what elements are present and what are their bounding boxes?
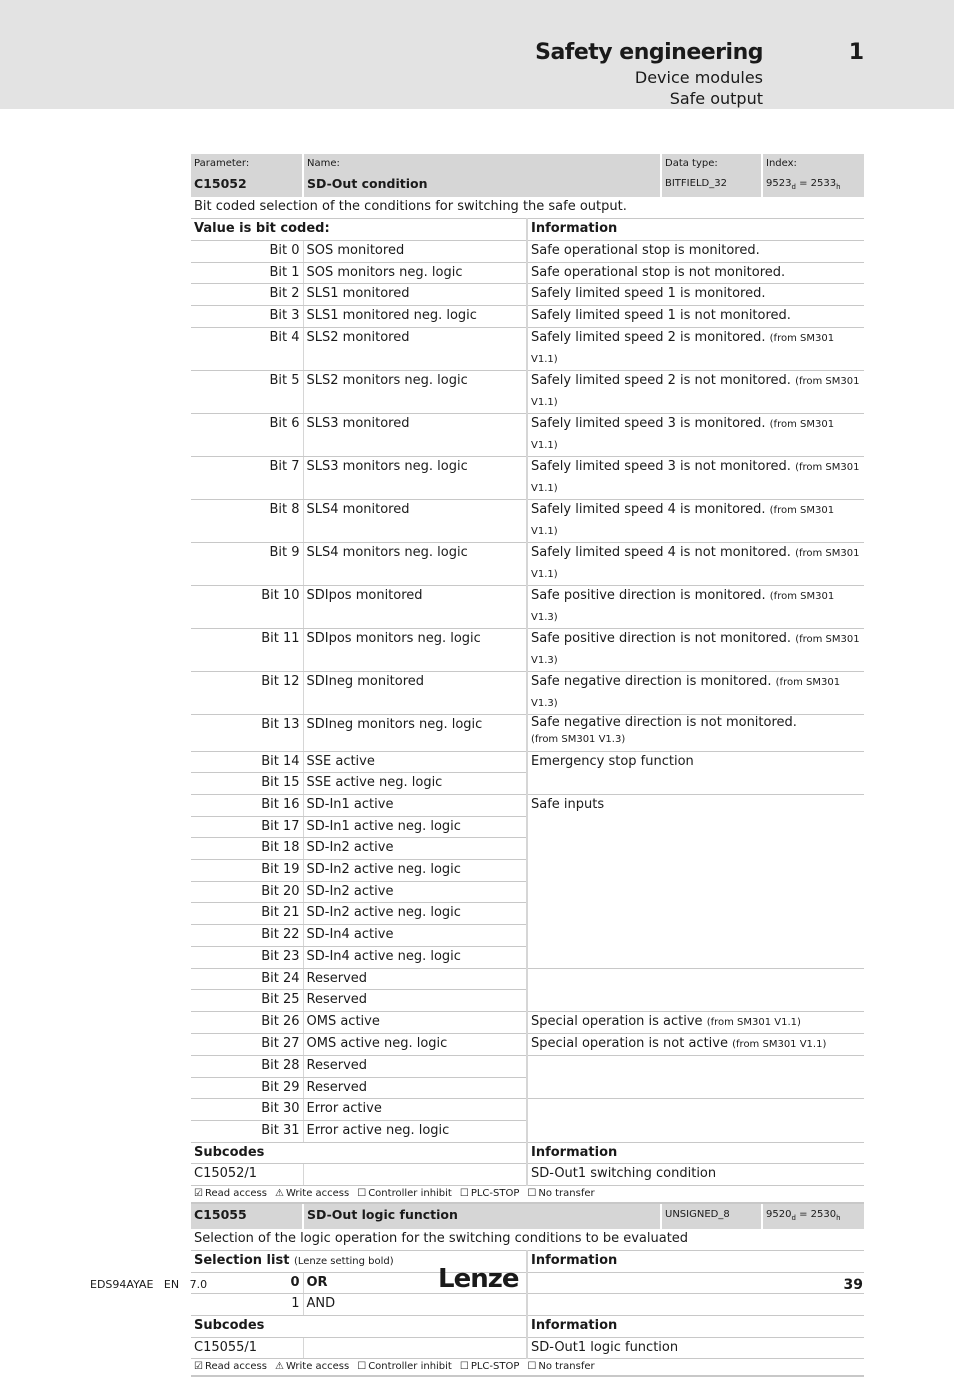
- subcode-blank: [303, 1337, 527, 1359]
- write-access-icon: ⚠: [274, 1188, 284, 1199]
- param-name: SD-Out condition: [303, 174, 661, 197]
- param-datatype: BITFIELD_32: [661, 174, 762, 197]
- parameter-table-c15052: [191, 154, 864, 1377]
- bit-name: SD-In2 active: [303, 881, 527, 903]
- bit-number: Bit 29: [191, 1077, 303, 1099]
- bit-row: [191, 327, 864, 370]
- plc-stop-icon: ☐: [459, 1361, 469, 1373]
- bit-info: [527, 585, 864, 628]
- subcode: C15055/1: [191, 1337, 303, 1359]
- bit-name: Reserved: [303, 968, 527, 990]
- bit-row: [191, 795, 864, 817]
- bit-row: [191, 714, 864, 751]
- selection-note: (Lenze setting bold): [293, 1255, 394, 1267]
- bit-row: [191, 1055, 864, 1077]
- param-code: C15052: [191, 174, 303, 197]
- bit-name: SSE active: [303, 751, 527, 773]
- subcodes-info-header: Information: [527, 1142, 864, 1164]
- legend-label: Controller inhibit: [368, 1188, 452, 1199]
- bit-info-text: Safe operational stop is not monitored.: [531, 264, 786, 280]
- legend-item: [460, 1361, 520, 1372]
- bit-name: SOS monitored: [303, 240, 527, 262]
- bit-number: Bit 7: [191, 456, 303, 499]
- selection-value: 1: [191, 1294, 303, 1316]
- header-band: [0, 0, 954, 109]
- bit-name: Error active neg. logic: [303, 1120, 527, 1142]
- bit-info-text: Safely limited speed 4 is not monitored.: [531, 544, 791, 560]
- bit-info: [527, 413, 864, 456]
- no-transfer-icon: ☐: [527, 1361, 537, 1373]
- legend-label: No transfer: [538, 1188, 595, 1199]
- bit-name: SDIpos monitored: [303, 585, 527, 628]
- bit-number: Bit 20: [191, 881, 303, 903]
- bit-name: SLS4 monitors neg. logic: [303, 542, 527, 585]
- bit-name: SLS2 monitors neg. logic: [303, 370, 527, 413]
- bit-info: [527, 327, 864, 370]
- bit-number: Bit 27: [191, 1033, 303, 1055]
- legend-item: [357, 1188, 452, 1199]
- bit-info: [527, 968, 864, 1011]
- selection-row: [191, 1294, 864, 1316]
- version-note: (from SM301 V1.3): [531, 676, 841, 709]
- label-datatype: Data type:: [661, 154, 762, 174]
- version-note: (from SM301 V1.1): [531, 332, 835, 365]
- bit-row: [191, 240, 864, 262]
- bit-info: [527, 671, 864, 714]
- bit-info-text: Special operation is active: [531, 1013, 703, 1029]
- bit-number: Bit 16: [191, 795, 303, 817]
- legend-item: [527, 1188, 594, 1199]
- bit-row: [191, 751, 864, 773]
- bit-row: [191, 628, 864, 671]
- bit-info: [527, 262, 864, 284]
- bit-number: Bit 4: [191, 327, 303, 370]
- bit-name: SDIneg monitors neg. logic: [303, 714, 527, 751]
- bit-name: SOS monitors neg. logic: [303, 262, 527, 284]
- version-note: (from SM301 V1.3): [531, 733, 626, 745]
- bit-number: Bit 28: [191, 1055, 303, 1077]
- bit-info: [527, 542, 864, 585]
- bit-row: [191, 284, 864, 306]
- bit-info: [527, 1011, 864, 1033]
- bit-name: SLS2 monitored: [303, 327, 527, 370]
- bit-number: Bit 23: [191, 946, 303, 968]
- bit-row: [191, 499, 864, 542]
- legend-item: [275, 1361, 349, 1372]
- bit-row: [191, 542, 864, 585]
- bit-info: [527, 1055, 864, 1098]
- bit-row: [191, 968, 864, 990]
- bit-number: Bit 15: [191, 773, 303, 795]
- chapter-number: 1: [848, 40, 864, 65]
- bit-number: Bit 1: [191, 262, 303, 284]
- version-note: (from SM301 V1.1): [706, 1016, 801, 1028]
- legend-item: [194, 1361, 267, 1372]
- bit-name: Error active: [303, 1099, 527, 1121]
- param-description: Selection of the logic operation for the switching conditions to be evaluated: [191, 1229, 864, 1251]
- bit-number: Bit 14: [191, 751, 303, 773]
- bit-number: Bit 31: [191, 1120, 303, 1142]
- value-header: Value is bit coded:: [191, 219, 527, 241]
- legend-item: [527, 1361, 594, 1372]
- subcodes-header: Subcodes: [191, 1142, 527, 1164]
- legend-label: Write access: [285, 1361, 350, 1373]
- bit-info: [527, 795, 864, 969]
- bit-info: [527, 1033, 864, 1055]
- bit-number: Bit 18: [191, 838, 303, 860]
- bit-number: Bit 26: [191, 1011, 303, 1033]
- label-parameter: Parameter:: [191, 154, 303, 174]
- bit-number: Bit 25: [191, 990, 303, 1012]
- bit-number: Bit 12: [191, 671, 303, 714]
- param-code: C15055: [191, 1203, 303, 1229]
- legend-label: Read access: [204, 1188, 267, 1199]
- legend-label: Read access: [204, 1361, 267, 1373]
- bit-name: SD-In4 active: [303, 925, 527, 947]
- bit-info: [527, 456, 864, 499]
- bit-number: Bit 5: [191, 370, 303, 413]
- param-description: Bit coded selection of the conditions for switching the safe output.: [191, 197, 864, 219]
- bit-number: Bit 3: [191, 305, 303, 327]
- subcode-blank: [303, 1164, 527, 1186]
- bit-info-text: Safely limited speed 4 is monitored.: [531, 501, 766, 517]
- bit-name: OMS active neg. logic: [303, 1033, 527, 1055]
- bit-name: SD-In1 active neg. logic: [303, 816, 527, 838]
- bit-info-text: Safely limited speed 3 is not monitored.: [531, 458, 791, 474]
- label-name: Name:: [303, 154, 661, 174]
- bit-info-text: Safely limited speed 1 is not monitored.: [531, 307, 791, 323]
- label-index: Index:: [762, 154, 864, 174]
- bit-name: SD-In2 active: [303, 838, 527, 860]
- bit-row: [191, 671, 864, 714]
- selection-row: [191, 1272, 864, 1294]
- bit-number: Bit 30: [191, 1099, 303, 1121]
- selection-label: OR: [303, 1272, 527, 1294]
- parameter-tables: [191, 154, 864, 1377]
- no-transfer-icon: ☐: [527, 1188, 537, 1199]
- bit-name: SLS4 monitored: [303, 499, 527, 542]
- bit-info: [527, 714, 864, 751]
- bit-number: Bit 6: [191, 413, 303, 456]
- legend-label: PLC-STOP: [470, 1361, 520, 1373]
- bit-number: Bit 11: [191, 628, 303, 671]
- version-note: (from SM301 V1.1): [531, 418, 835, 451]
- bit-name: Reserved: [303, 1077, 527, 1099]
- bit-number: Bit 0: [191, 240, 303, 262]
- legend-item: [194, 1188, 267, 1199]
- selection-info: [527, 1294, 864, 1316]
- bit-row: [191, 1011, 864, 1033]
- param-datatype: UNSIGNED_8: [661, 1203, 762, 1229]
- selection-info: [527, 1272, 864, 1294]
- bit-number: Bit 17: [191, 816, 303, 838]
- bit-number: Bit 10: [191, 585, 303, 628]
- bit-name: SLS3 monitored: [303, 413, 527, 456]
- bit-row: [191, 413, 864, 456]
- page-number: 39: [843, 1277, 863, 1293]
- bit-number: Bit 13: [191, 714, 303, 751]
- bit-info: [527, 628, 864, 671]
- param-name: SD-Out logic function: [303, 1203, 661, 1229]
- read-access-icon: ☑: [194, 1188, 203, 1199]
- bit-info: [527, 370, 864, 413]
- param-index: $9523_d = 2533_h$: [762, 174, 864, 197]
- access-legend: [191, 1186, 864, 1203]
- bit-number: Bit 8: [191, 499, 303, 542]
- version-note: (from SM301 V1.3): [531, 633, 860, 666]
- bit-row: [191, 1033, 864, 1055]
- bit-number: Bit 2: [191, 284, 303, 306]
- bit-info-text: Safe operational stop is monitored.: [531, 242, 760, 258]
- version-note: (from SM301 V1.3): [531, 590, 835, 623]
- bit-name: SLS1 monitored: [303, 284, 527, 306]
- bit-number: Bit 24: [191, 968, 303, 990]
- info-header: Information: [527, 1250, 864, 1272]
- bit-number: Bit 21: [191, 903, 303, 925]
- controller-inhibit-icon: ☐: [357, 1361, 367, 1373]
- write-access-icon: ⚠: [274, 1361, 284, 1373]
- version-note: (from SM301 V1.1): [531, 461, 860, 494]
- info-header: Information: [527, 219, 864, 241]
- legend-item: [460, 1188, 520, 1199]
- subcode-info: SD-Out1 logic function: [527, 1337, 864, 1359]
- legend-item: [275, 1188, 349, 1199]
- legend-label: PLC-STOP: [470, 1188, 520, 1199]
- bit-name: Reserved: [303, 1055, 527, 1077]
- version-note: (from SM301 V1.1): [531, 504, 835, 537]
- bit-info-text: Special operation is not active: [531, 1035, 728, 1051]
- subcodes-header: Subcodes: [191, 1316, 527, 1338]
- page-title: Safety engineering: [535, 40, 763, 65]
- bit-info-text: Safely limited speed 3 is monitored.: [531, 415, 766, 431]
- section-title: Device modules: [634, 68, 763, 87]
- bit-info-text: Safe positive direction is not monitored.: [531, 630, 792, 646]
- selection-header: Selection list (Lenze setting bold): [191, 1250, 527, 1272]
- read-access-icon: ☑: [194, 1361, 203, 1373]
- bit-number: Bit 9: [191, 542, 303, 585]
- bit-name: SD-In2 active neg. logic: [303, 860, 527, 882]
- param-index: $9520_d = 2530_h$: [762, 1203, 864, 1229]
- access-legend: [191, 1359, 864, 1376]
- bit-info-text: Safely limited speed 2 is not monitored.: [531, 372, 791, 388]
- bit-name: SD-In4 active neg. logic: [303, 946, 527, 968]
- bit-name: SLS3 monitors neg. logic: [303, 456, 527, 499]
- bit-row: [191, 262, 864, 284]
- bit-info: [527, 240, 864, 262]
- bit-info: [527, 751, 864, 794]
- subcodes-info-header: Information: [527, 1316, 864, 1338]
- controller-inhibit-icon: ☐: [357, 1188, 367, 1199]
- bit-info: [527, 284, 864, 306]
- legend-item: [357, 1361, 452, 1372]
- version-note: (from SM301 V1.1): [732, 1038, 827, 1050]
- legend-label: Write access: [285, 1188, 350, 1199]
- bit-info-text: Safe negative direction is not monitored.: [531, 714, 797, 730]
- selection-value: 0: [191, 1272, 303, 1294]
- bit-info-text: Safely limited speed 2 is monitored.: [531, 329, 766, 345]
- bit-row: [191, 456, 864, 499]
- bit-row: [191, 1099, 864, 1121]
- bit-name: Reserved: [303, 990, 527, 1012]
- version-note: (from SM301 V1.1): [531, 375, 860, 408]
- legend-label: No transfer: [538, 1361, 595, 1373]
- subcode-info: SD-Out1 switching condition: [527, 1164, 864, 1186]
- bit-number: Bit 19: [191, 860, 303, 882]
- bit-info-text: Safely limited speed 1 is monitored.: [531, 286, 766, 302]
- bit-name: SD-In2 active neg. logic: [303, 903, 527, 925]
- bit-name: SDIneg monitored: [303, 671, 527, 714]
- lenze-logo: Lenze: [438, 1264, 519, 1294]
- bit-info-text: Safe positive direction is monitored.: [531, 587, 766, 603]
- bit-row: [191, 305, 864, 327]
- bit-name: SD-In1 active: [303, 795, 527, 817]
- bit-info-text: Emergency stop function: [531, 753, 694, 769]
- bit-info: [527, 305, 864, 327]
- subcode: C15052/1: [191, 1164, 303, 1186]
- bit-row: [191, 370, 864, 413]
- bit-name: OMS active: [303, 1011, 527, 1033]
- bit-info: [527, 1099, 864, 1142]
- bit-info-text: Safe inputs: [531, 797, 605, 812]
- document-id: EDS94AYAE EN 7.0: [90, 1278, 208, 1291]
- version-note: (from SM301 V1.1): [531, 547, 860, 580]
- plc-stop-icon: ☐: [459, 1188, 469, 1199]
- legend-label: Controller inhibit: [368, 1361, 452, 1373]
- subsection-title: Safe output: [669, 89, 763, 108]
- bit-number: Bit 22: [191, 925, 303, 947]
- bit-name: SLS1 monitored neg. logic: [303, 305, 527, 327]
- bit-name: SDIpos monitors neg. logic: [303, 628, 527, 671]
- bit-info: [527, 499, 864, 542]
- bit-row: [191, 585, 864, 628]
- bit-name: SSE active neg. logic: [303, 773, 527, 795]
- selection-label: AND: [303, 1294, 527, 1316]
- bit-info-text: Safe negative direction is monitored.: [531, 673, 772, 689]
